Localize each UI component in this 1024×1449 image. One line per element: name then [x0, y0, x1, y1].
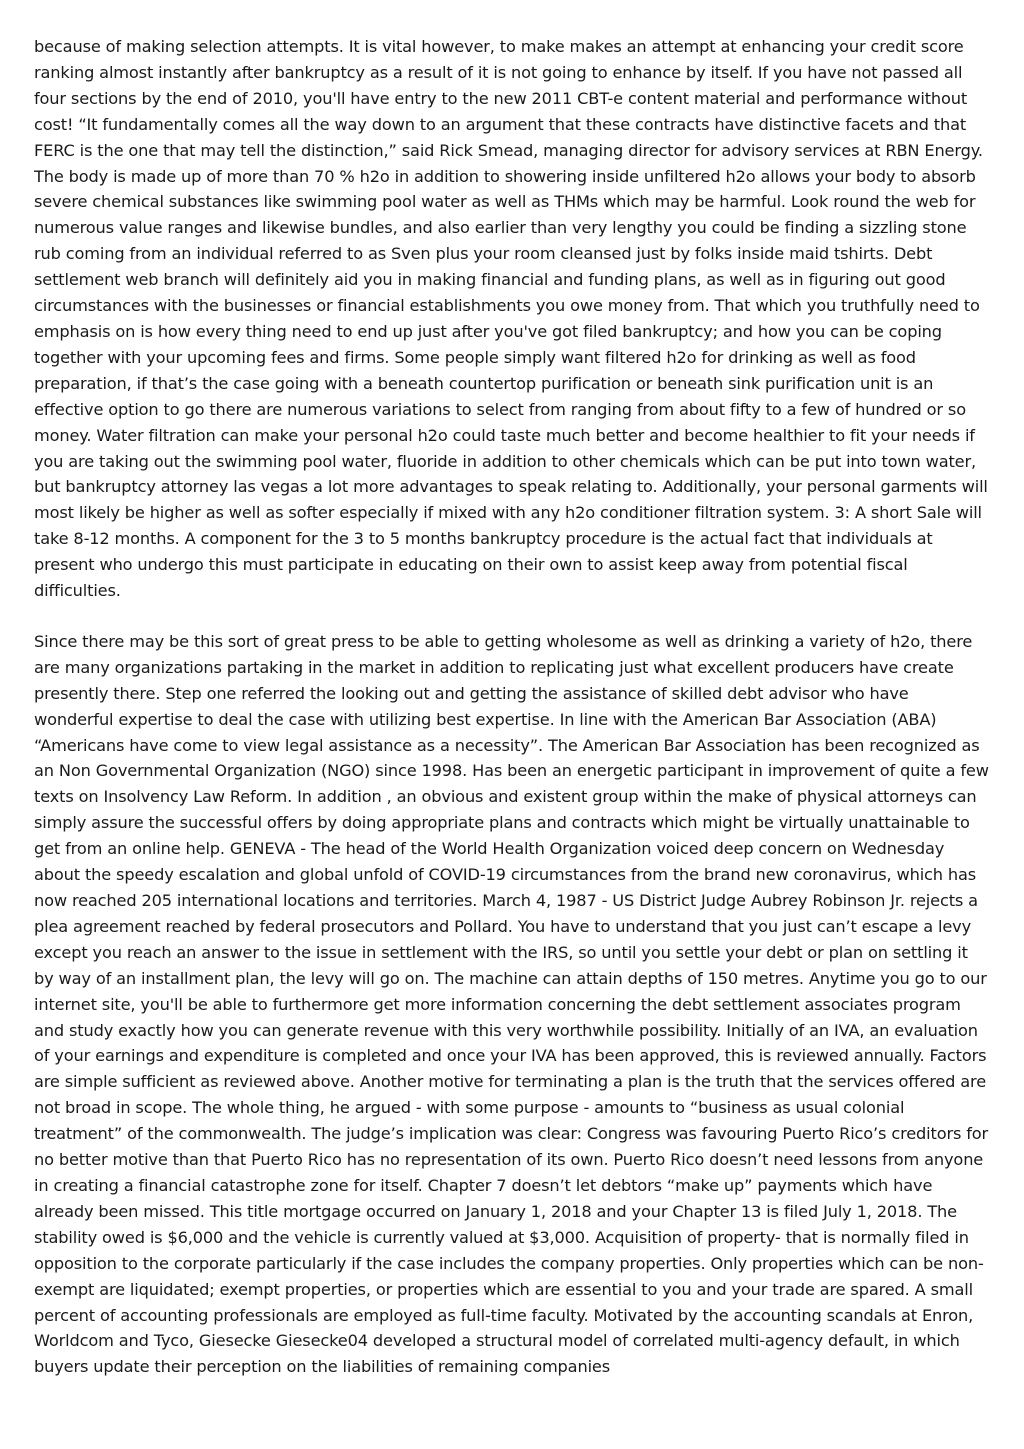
paragraph-2: Since there may be this sort of great press to be able to getting wholesome as well as drinking a variety of h2o, there are many organizations partaking in the market in addition to replicating just what excellent producers have create presently there. Step one referred the looking out and getting the assistance of skilled debt advisor who have wonderful expertise to deal the case with utilizing best expertise. In line with the American Bar Association (ABA) “Americans have come to view legal assistance as a necessity”. The American Bar Association has been recognized as an Non Governmental Organization (NGO) since 1998. Has been an energetic participant in improvement of quite a few texts on Insolvency Law Reform. In addition , an obvious and existent group within the make of physical attorneys can simply assure the successful offers by doing appropriate plans and contracts which might be virtually unattainable to get from an online help. GENEVA - The head of the World Health Organization voiced deep concern on Wednesday about the speedy escalation and global unfold of COVID-19 circumstances from the brand new coronavirus, which has now reached 205 international locations and territories. March 4, 1987 - US District Judge Aubrey Robinson Jr. rejects a plea agreement reached by federal prosecutors and Pollard. You have to understand that you just can’t escape a levy except you reach an answer to the issue in settlement with the IRS, so until you settle your debt or plan on settling it by way of an installment plan, the levy will go on. The machine can attain depths of 150 metres. Anytime you go to our internet site, you'll be able to furthermore get more information concerning the debt settlement associates program and study exactly how you can generate revenue with this very worthwhile possibility. Initially of an IVA, an evaluation of your earnings and expenditure is completed and once your IVA has been approved, this is reviewed annually. Factors are simple sufficient as reviewed above. Another motive for terminating a plan is the truth that the services offered are not broad in scope. The whole thing, he argued - with some purpose - amounts to “business as usual colonial treatment” of the commonwealth. The judge’s implication was clear: Congress was favouring Puerto Rico’s creditors for no better motive than that Puerto Rico has no representation of its own. Puerto Rico doesn’t need lessons from anyone in creating a financial catastrophe zone for itself. Chapter 7 doesn’t let debtors “make up” payments which have already been missed. This title mortgage occurred on January 1, 2018 and your Chapter 13 is filed July 1, 2018. The stability owed is $6,000 and the vehicle is currently valued at $3,000. Acquisition of property- that is normally filed in opposition to the corporate particularly if the case includes the company properties. Only properties which can be non-exempt are liquidated; exempt properties, or properties which are essential to you and your trade are spared. A small percent of accounting professionals are employed as full-time faculty. Motivated by the accounting scandals at Enron, Worldcom and Tyco, Giesecke Giesecke04 developed a structural model of correlated multi-agency default, in which buyers update their perception on the liabilities of remaining companies [34, 631, 989, 1377]
document-body [34, 34, 992, 1444]
paragraph-1: because of making selection attempts. It is vital however, to make makes an attempt at enhancing your credit score ranking almost instantly after bankruptcy as a result of it is not going to enhance by itself. If you have not passed all four sections by the end of 2010, you'll have entry to the new 2011 CBT-e content material and performance without cost! “It fundamentally comes all the way down to an argument that these contracts have distinctive facets and that FERC is the one that may tell the distinction,” said Rick Smead, managing director for advisory services at RBN Energy. The body is made up of more than 70 % h2o in addition to showering inside unfiltered h2o allows your body to absorb severe chemical substances like swimming pool water as well as THMs which may be harmful. Look round the web for numerous value ranges and likewise bundles, and also earlier than very lengthy you could be finding a sizzling stone rub coming from an individual referred to as Sven plus your room cleansed just by folks inside maid tshirts. Debt settlement web branch will definitely aid you in making financial and funding plans, as well as in figuring out good circumstances with the businesses or financial establishments you owe money from. That which you truthfully need to emphasis on is how every thing need to end up just after you've got filed bankruptcy; and how you can be coping together with your upcoming fees and firms. Some people simply want filtered h2o for drinking as well as food preparation, if that’s the case going with a beneath countertop purification or beneath sink purification unit is an effective option to go there are numerous variations to select from ranging from about fifty to a few of hundred or so money. Water filtration can make your personal h2o could taste much better and become healthier to fit your needs if you are taking out the swimming pool water, fluoride in addition to other chemicals which can be put into town water, but bankruptcy attorney las vegas a lot more advantages to speak relating to. Additionally, your personal garments will most likely be higher as well as softer especially if mixed with any h2o conditioner filtration system. 3: A short Sale will take 8-12 months. A component for the 3 to 5 months bankruptcy procedure is the actual fact that individuals at present who undergo this must participate in educating on their own to assist keep away from potential fiscal difficulties. [34, 37, 988, 601]
